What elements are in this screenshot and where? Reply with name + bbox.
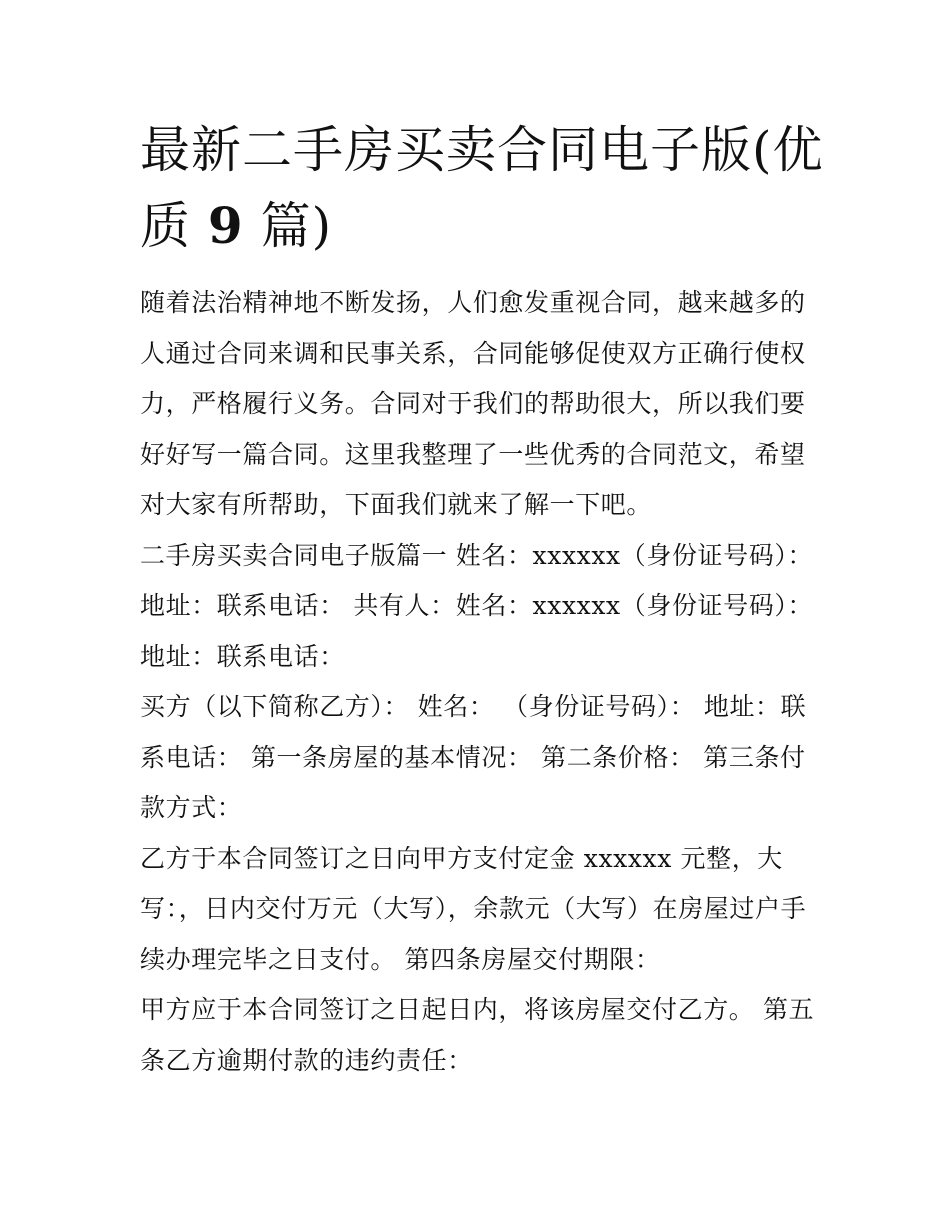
intro-paragraph: 随着法治精神地不断发扬，人们愈发重视合同，越来越多的人通过合同来调和民事关系，合同能够促使双方正确行使权力，严格履行义务。合同对于我们的帮助很大，所以我们要好好写一篇合同。这里我整理了一些优秀的合同范文，希望对大家有所帮助，下面我们就来了解一下吧。: [140, 288, 806, 519]
title-count: 9: [207, 196, 244, 255]
document-body: [140, 278, 820, 1086]
title-line-1: 最新二手房买卖合同电子版(优: [140, 121, 824, 179]
buyer-info-paragraph: 买方（以下简称乙方）： 姓名： （身份证号码）： 地址：联系电话： 第一条房屋的基本情况： 第二条价格： 第三条付款方式：: [140, 692, 807, 822]
title-line-2-end: 篇): [243, 197, 333, 255]
title-line-2-start: 质: [140, 197, 208, 255]
payment-paragraph: 乙方于本合同签订之日向甲方支付定金 xxxxxx 元整，大写：，日内交付万元（大写），余款元（大写）在房屋过户手续办理完毕之日支付。 第四条房屋交付期限：: [140, 843, 807, 974]
seller-info-paragraph: 二手房买卖合同电子版篇一 姓名：xxxxxx（身份证号码）：地址：联系电话： 共有人：姓名：xxxxxx（身份证号码）：地址：联系电话：: [140, 540, 814, 671]
delivery-paragraph: 甲方应于本合同签订之日起日内，将该房屋交付乙方。 第五条乙方逾期付款的违约责任：: [140, 995, 815, 1075]
document-title: [140, 112, 830, 264]
